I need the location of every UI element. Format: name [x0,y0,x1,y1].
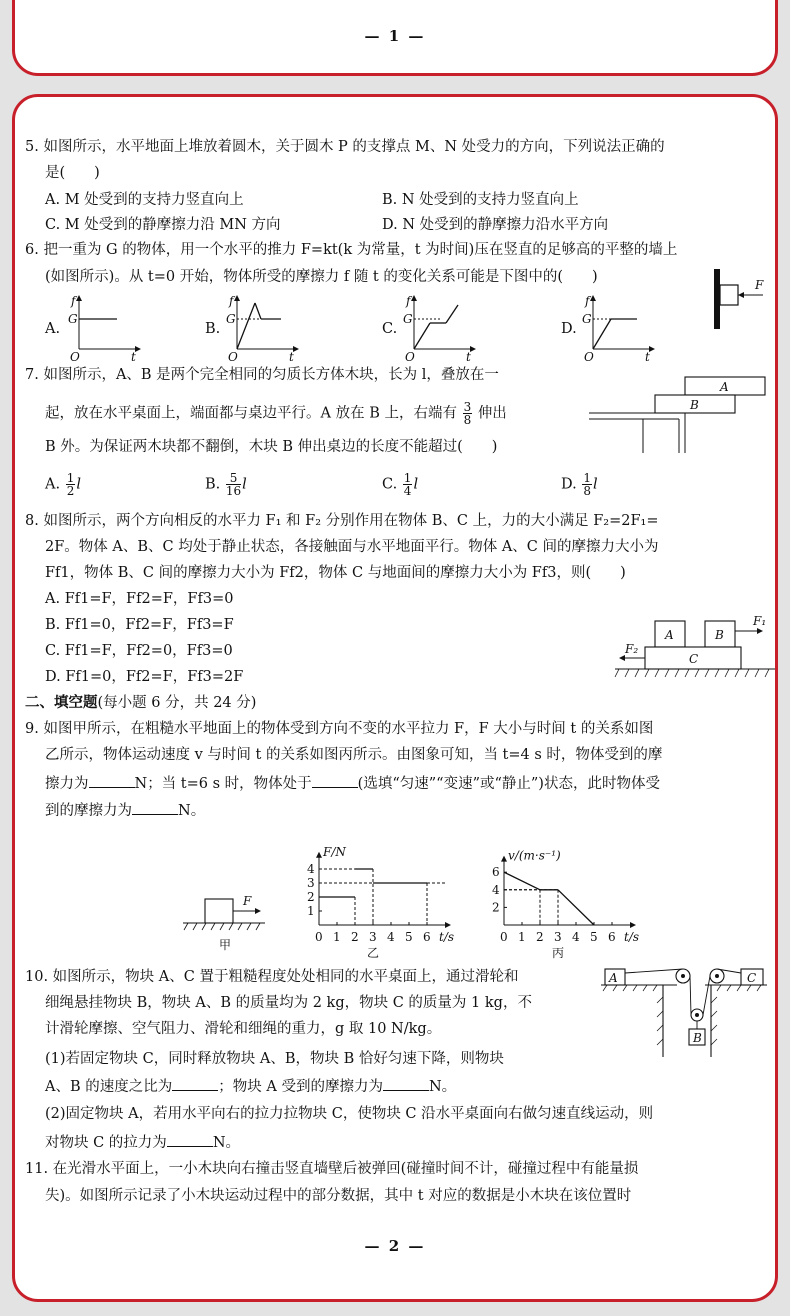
q7-line2 [45,401,507,426]
q6d-level: G [582,312,592,326]
q9-line3 [45,773,660,794]
q7-block-b-label: B [690,398,699,412]
q7d-label: D. [561,476,577,493]
q7b-num: 5 [226,472,241,485]
q9-line4a: 到的摩擦力为 [45,803,132,819]
q8-f1-label: F₁ [753,614,767,628]
bing-x-tick-label: 1 [518,930,526,944]
q9-blank-2[interactable] [312,773,358,788]
q8-line1: 8. 如图所示，两个方向相反的水平力 F₁ 和 F₂ 分别作用在物体 B、C 上，力的大小满足 F₂=2F₁= [25,513,659,529]
q7-option-b [205,472,247,497]
yi-x-tick-label: 6 [423,930,431,944]
q6c-origin: O [405,350,415,364]
q6-graph-c [400,293,480,363]
yi-x-tick-label: 3 [369,930,377,944]
q8-block-c-label: C [689,652,699,666]
q11-line2: 失)。如图所示记录了小木块运动过程中的部分数据，其中 t 对应的数据是小木块在该位置时 [45,1188,632,1204]
q6-force-label: F [755,278,764,292]
q10-line7b: N。 [212,1135,240,1151]
q6-stem-line2: (如图所示)。从 t=0 开始，物体所受的摩擦力 f 随 t 的变化关系可能是下图中的( ) [45,269,598,285]
q7-line1: 7. 如图所示，A、B 是两个完全相同的匀质长方体木块，长为 l，叠放在一 [25,367,499,383]
q7-option-c [382,472,418,497]
q6-graph-d [579,293,659,363]
q9-line1: 9. 如图甲所示，在粗糙水平地面上的物体受到方向不变的水平拉力 F，F 大小与时间 t 的关系如图 [25,721,654,737]
bing-x-arrow [630,922,636,928]
q9-fig-jia [183,885,273,955]
q6d-origin: O [584,350,594,364]
bing-x-tick-label: 6 [608,930,616,944]
q9-blank-1[interactable] [89,773,135,788]
q8-blocks-figure [615,613,775,683]
q6a-axis-t: t [131,350,136,364]
q5-stem-line2: 是( ) [45,165,100,181]
q7-frac-num: 3 [463,400,472,414]
yi-y-tick-label: 3 [307,876,315,890]
yi-x-tick-label: 0 [315,930,323,944]
q7-fraction [463,401,473,426]
bing-x-tick-label: 0 [500,930,508,944]
bing-x-tick-label: 2 [536,930,544,944]
q6b-axis-t: t [289,350,294,364]
q6-option-c-label: C. [382,321,398,337]
q6-option-b-label: B. [205,321,221,337]
page-number-2: — 2 — [364,1237,426,1255]
q7b-var: l [242,476,247,493]
q7-option-d [561,472,598,497]
q7b-label: B. [205,476,221,493]
q10-line6: (2)固定物块 A，若用水平向右的拉力拉物块 C，使物块 C 沿水平桌面向右做匀速直线运动，则 [45,1106,654,1122]
q9-line2: 乙所示，物体运动速度 v 与时间 t 的关系如图丙所示。由图象可知，当 t=4 s 时，物体受到的摩 [45,747,663,763]
q6a-level: G [68,312,78,326]
q8-line2: 2F。物体 A、B、C 均处于静止状态，各接触面与水平地面平行。物体 A、C 间的摩擦力大小为 [45,539,659,555]
q10-line7 [45,1132,240,1153]
q8-option-d: D. Ff1=0，Ff2=F，Ff3=2F [45,669,244,685]
yi-y-label: F/N [323,844,346,859]
q10-pulley-figure [601,963,769,1059]
q7a-den: 2 [66,484,75,498]
yi-y-arrow [316,852,322,858]
q7-line3: B 外。为保证两木块都不翻倒，木块 B 伸出桌边的长度不能超过( ) [45,439,498,455]
bing-y-arrow [501,856,507,862]
page-1-card [12,0,778,76]
q9-jia-force: F [243,894,252,908]
q9-line4 [45,800,205,821]
q9-line4b: N。 [178,803,206,819]
q8-option-b: B. Ff1=0，Ff2=F，Ff3=F [45,617,234,633]
yi-y-tick-label: 2 [307,890,315,904]
yi-x-tick-label: 5 [405,930,413,944]
q6-option-d-label: D. [561,321,577,337]
q10-line5 [45,1076,456,1097]
q5-option-d: D. N 处受到的静摩擦力沿水平方向 [382,217,609,233]
q5-stem-line1: 5. 如图所示，水平地面上堆放着圆木，关于圆木 P 的支撑点 M、N 处受力的方向，下列说法正确的 [25,139,665,155]
q6a-axis-f: f [71,294,76,308]
q8-line3: Ff1，物体 B、C 间的摩擦力大小为 Ff2，物体 C 与地面间的摩擦力大小为 Ff3，则( ) [45,565,626,581]
q8-option-c: C. Ff1=F，Ff2=0，Ff3=0 [45,643,233,659]
section2-note: (每小题 6 分，共 24 分) [97,695,257,711]
q10-line7a: 对物块 C 的拉力为 [45,1135,167,1151]
bing-line-segment-0 [504,872,540,890]
q9-jia-caption: 甲 [219,938,232,952]
bing-y-label: v/(m·s⁻¹) [508,848,561,863]
q7-option-a [45,472,81,497]
yi-x-tick-label: 1 [333,930,341,944]
page-number-1: — 1 — [364,27,426,45]
q11-line1: 11. 在光滑水平面上，一小木块向右撞击竖直墙壁后被弹回(碰撞时间不计，碰撞过程中有能量损 [25,1161,639,1177]
q6c-axis-t: t [466,350,471,364]
q8-f2-label: F₂ [625,642,639,656]
q7a-var: l [76,476,81,493]
q7a-label: A. [45,476,61,493]
q6d-axis-f: f [585,294,590,308]
q7-blocks-figure [589,373,769,455]
bing-x-tick-label: 4 [572,930,580,944]
bing-y-tick-label: 4 [492,882,500,897]
q10-line5b: ；物块 A 受到的摩擦力为 [218,1079,383,1095]
q7a-num: 1 [66,471,75,485]
yi-y-tick-label: 4 [307,862,315,876]
q6b-axis-f: f [229,294,234,308]
q6-wall-figure [711,269,781,331]
bing-x-tick-label: 3 [554,930,562,944]
q6-option-a-label: A. [45,321,61,337]
q9-line3a: 擦力为 [45,776,89,792]
q6-graph-a [65,293,145,363]
page-2-card [12,94,778,1302]
q7c-num: 1 [403,471,412,485]
q10-blank-1[interactable] [172,1076,218,1091]
q7a-frac [66,472,76,497]
q7-line2b: 伸出 [477,405,507,422]
yi-x-tick-label: 4 [387,930,395,944]
q7c-label: C. [382,476,398,493]
q10-block-a-label: A [609,971,618,985]
q6d-axis-t: t [645,350,650,364]
q5-option-a: A. M 处受到的支持力竖直向上 [45,192,244,208]
q7c-var: l [413,476,419,493]
q10-block-c-label: C [747,971,757,985]
bing-caption: 丙 [552,946,565,960]
q8-option-a: A. Ff1=F，Ff2=F，Ff3=0 [45,591,234,607]
q7d-frac [582,472,592,497]
q6c-level: G [403,312,413,326]
q7d-den: 8 [583,484,591,498]
q10-block-b-label: B [693,1031,702,1045]
q7-line2a: 起，放在水平桌面上，端面都与桌边平行。A 放在 B 上，右端有 [45,405,457,422]
q7b-frac [226,472,241,497]
yi-y-tick-label: 1 [307,904,315,918]
q7-block-a-label: A [720,380,729,394]
q10-line3: 计滑轮摩擦、空气阻力、滑轮和细绳的重力，g 取 10 N/kg。 [45,1021,442,1037]
yi-x-tick-label: 2 [351,930,359,944]
q6a-origin: O [70,350,80,364]
q10-blank-3[interactable] [167,1132,213,1147]
q8-block-a-label: A [665,628,674,642]
q9-chart-bing [470,827,640,960]
bing-x-tick-label: 5 [590,930,598,944]
q7d-num: 1 [583,471,591,485]
yi-x-arrow [445,922,451,928]
bing-x-label: t/s [624,930,640,944]
q7c-den: 4 [403,484,412,498]
q9-chart-yi [285,827,455,960]
q8-block-b-label: B [715,628,724,642]
q9-line3b: N；当 t=6 s 时，物体处于 [134,776,312,792]
q9-line3c: (选填“匀速”“变速”或“静止”)状态，此时物体受 [357,776,660,792]
yi-caption: 乙 [367,946,380,960]
q10-line4: (1)若固定物块 C，同时释放物块 A、B，物块 B 恰好匀速下降，则物块 [45,1051,504,1067]
q6c-axis-f: f [406,294,411,308]
q10-blank-2[interactable] [383,1076,429,1091]
bing-y-tick-label: 6 [492,865,500,880]
q7-frac-den: 8 [463,413,472,427]
q5-option-b: B. N 处受到的支持力竖直向上 [382,192,579,208]
q7c-frac [403,472,413,497]
q10-line1: 10. 如图所示，物块 A、C 置于粗糙程度处处相同的水平桌面上，通过滑轮和 [25,969,519,985]
q7d-var: l [592,476,598,493]
q6b-level: G [226,312,236,326]
section2-title: 二、填空题 [25,694,98,711]
yi-x-label: t/s [439,930,455,944]
q10-line5a: A、B 的速度之比为 [45,1079,173,1095]
q5-option-c: C. M 处受到的静摩擦力沿 MN 方向 [45,217,281,233]
q10-line2: 细绳悬挂物块 B，物块 A、B 的质量均为 2 kg，物块 C 的质量为 1 kg，不 [45,995,532,1011]
bing-y-tick-label: 2 [492,900,500,915]
bing-line-segment-2 [558,890,594,925]
q6-graph-b [223,293,303,363]
q10-line5c: N。 [428,1079,457,1095]
q9-blank-3[interactable] [132,800,178,815]
q6b-origin: O [228,350,238,364]
q6-stem-line1: 6. 把一重为 G 的物体，用一个水平的推力 F=kt(k 为常量，t 为时间)压在竖直的足够高的平整的墙上 [25,242,678,258]
q7b-den: 16 [225,484,242,498]
section2-heading [25,693,256,713]
